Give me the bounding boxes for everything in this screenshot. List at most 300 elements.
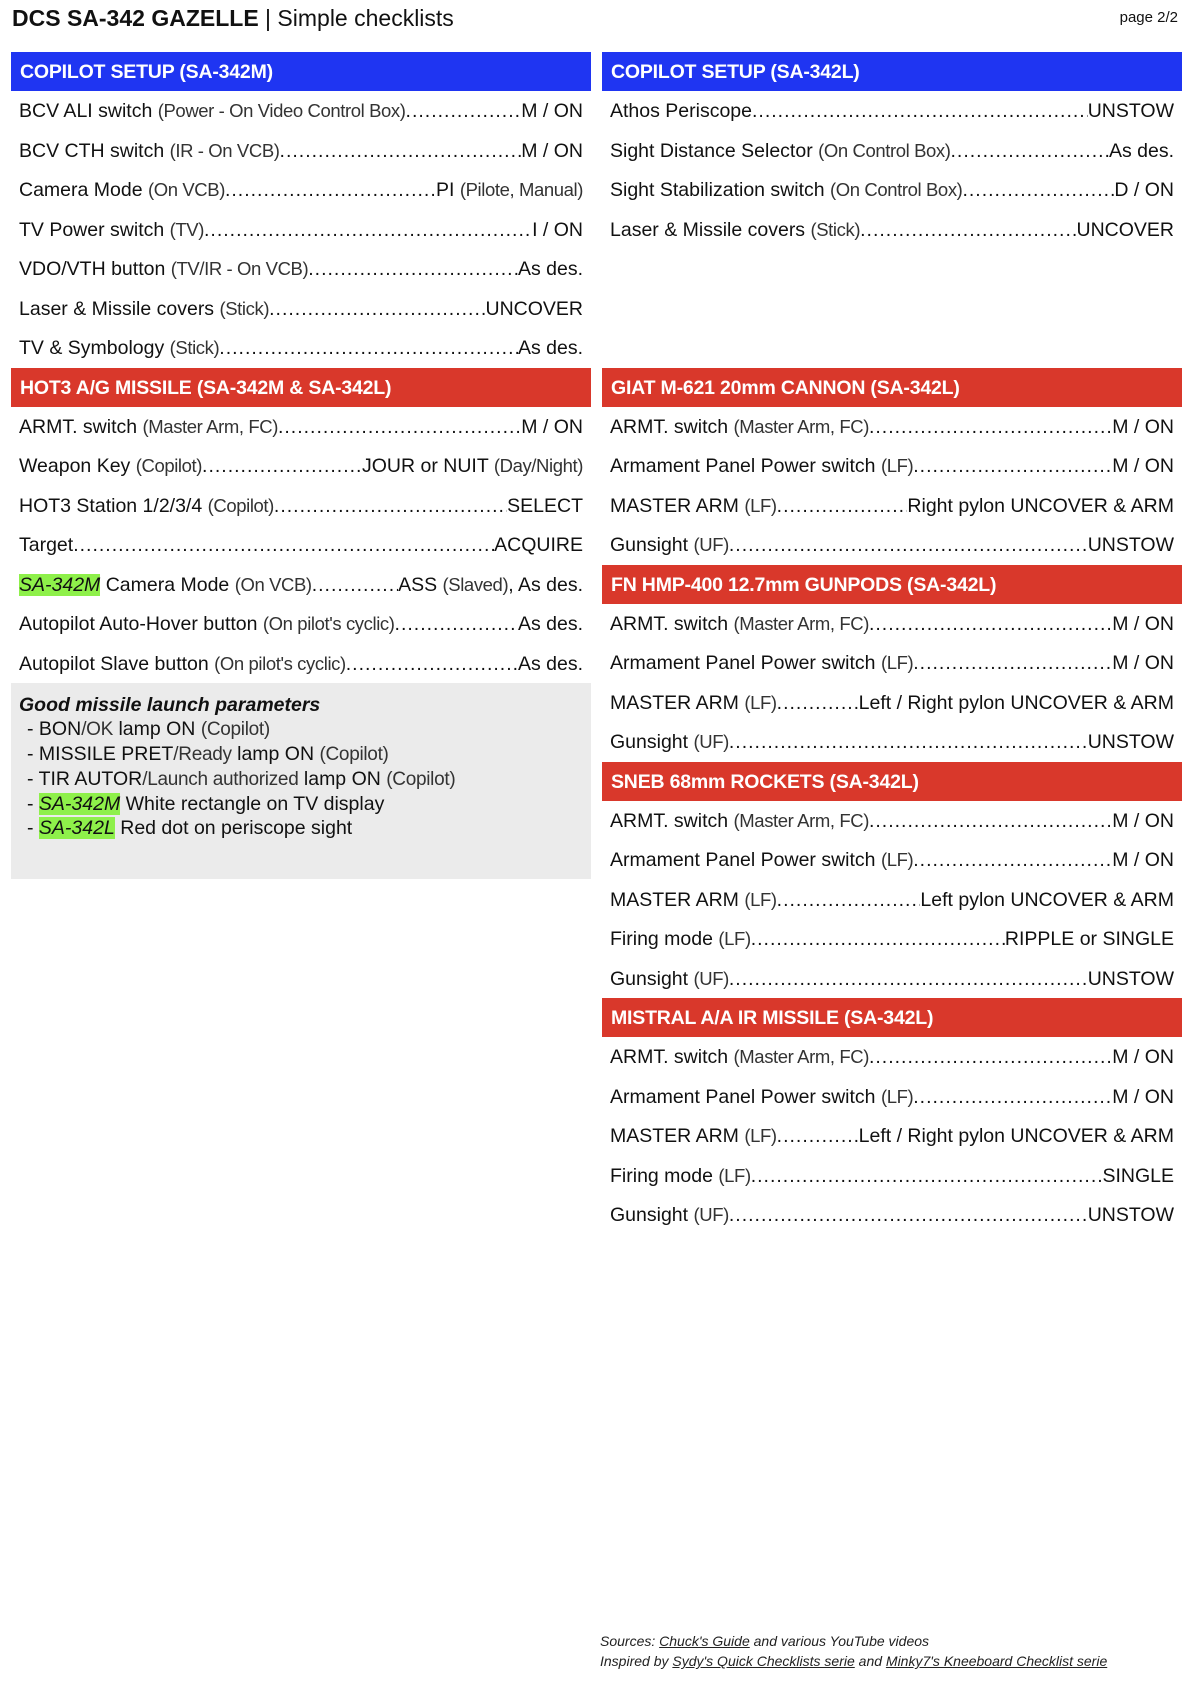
item-label: Firing mode [610,928,713,950]
leader-dots [777,880,921,920]
page-title [12,4,454,32]
spacer [602,289,1182,329]
item-note: (LF) [880,455,914,476]
item-value-group [1076,210,1174,250]
item-label: BCV CTH switch [19,139,165,162]
right-column [602,52,1182,1235]
item-note: (UF) [693,731,729,752]
item-value: M / ON [1112,1046,1174,1068]
section-header-copilot-setup-m: COPILOT SETUP (SA-342M) [11,52,591,91]
leader-dots [274,486,507,526]
item-value: M / ON [1112,455,1174,477]
item-label-group [610,801,869,841]
item-value: RIPPLE or SINGLE [1004,928,1174,950]
item-value: As des. [517,337,583,359]
item-label: Armament Panel Power switch [610,455,876,477]
item-note: (Stick) [219,297,270,319]
item-label-group [19,249,308,289]
leader-dots [869,407,1112,447]
item-note: (Master Arm, FC) [733,1046,869,1067]
item-label-group [610,722,729,762]
item-note: (On Control Box) [830,179,963,200]
checklist-item [11,525,591,565]
item-label-group [610,131,951,171]
item-label-group [610,919,751,959]
item-note: (Copilot) [135,455,203,476]
checklist-item [602,643,1182,683]
section-cannon [602,407,1182,565]
item-label-group [610,1077,913,1117]
section-header-mistral: MISTRAL A/A IR MISSILE (SA-342L) [602,998,1182,1037]
item-value-group [1114,170,1174,210]
item-note: (LF) [744,888,777,910]
param-item [19,792,583,816]
item-value: UNCOVER [485,297,583,320]
param-key: MISSILE PRET [38,743,174,765]
checklist-item [602,525,1182,565]
item-value-group [521,91,583,131]
item-label-group [610,959,729,999]
item-note: (Master Arm, FC) [142,415,278,437]
checklist-item [11,328,591,368]
item-label-group [610,840,913,880]
item-value-group [1112,643,1174,683]
item-value: As des. [517,652,583,675]
item-value: UNSTOW [1087,534,1174,556]
dash: - [27,817,34,839]
leader-dots [729,1195,1088,1235]
item-value-group [1112,840,1174,880]
item-value-group [1112,801,1174,841]
leader-dots [312,565,398,605]
param-key: BON [38,718,82,740]
item-value: JOUR or NUIT [362,455,489,477]
item-label: ARMT. switch [610,612,729,635]
item-note: (LF) [718,928,751,949]
checklist-item [602,1195,1182,1235]
item-note: (Master Arm, FC) [733,612,869,634]
leader-dots [777,486,908,526]
item-value-group [1112,446,1174,486]
item-value-group [518,604,583,644]
item-value: PI [435,179,455,201]
leader-dots [73,525,494,565]
item-value-group [920,880,1174,920]
item-value-group [907,486,1174,526]
item-value: As des. [1108,139,1174,162]
param-text: White rectangle on TV display [125,793,385,815]
section-header-gunpods: FN HMP-400 12.7mm GUNPODS (SA-342L) [602,565,1182,604]
item-label-group [19,170,225,210]
item-value: M / ON [521,415,583,438]
item-note: (Copilot) [207,494,274,516]
item-value: M / ON [1112,652,1174,674]
checklist-item [602,1156,1182,1196]
param-translation: /OK [81,719,114,740]
item-label-group [19,210,204,250]
param-state: lamp ON [118,718,196,740]
item-note: (UF) [693,1204,729,1225]
dash: - [27,743,34,765]
item-label: BCV ALI switch [19,100,153,122]
checklist-item [11,407,591,447]
item-label-group [610,643,913,683]
variant-tag-highlight: SA-342L [38,817,115,839]
item-value: As des. [517,613,583,635]
item-label: ARMT. switch [610,1046,729,1068]
item-label-group [610,1037,869,1077]
item-value: M / ON [1112,612,1174,635]
footer-sources [600,1631,1107,1651]
footer-credits [600,1631,1107,1671]
link-chucks-guide[interactable]: Chuck's Guide [659,1633,750,1649]
checklist-item [602,722,1182,762]
item-label-group [19,604,395,644]
leader-dots [869,801,1112,841]
item-label-group [610,407,869,447]
item-label: Weapon Key [19,455,131,477]
item-value: UNSTOW [1087,1204,1174,1226]
item-value-group [518,249,583,289]
item-label: Gunsight [610,534,689,556]
item-label-group [19,644,346,684]
item-note: (Power - On Video Control Box) [157,100,406,121]
checklist-item [602,604,1182,644]
item-value-group [1109,131,1174,171]
item-value: M / ON [1112,849,1174,871]
item-label-group [610,91,752,131]
item-label-group [610,525,729,565]
leader-dots [962,170,1114,210]
checklist-item [602,170,1182,210]
item-value: M / ON [1112,1085,1174,1108]
checklist-item [602,486,1182,526]
leader-dots [395,604,518,644]
param-state: lamp ON [237,743,315,765]
item-value-group [494,525,583,565]
item-value: ACQUIRE [494,534,583,556]
item-note: (TV/IR - On VCB) [170,258,309,279]
item-label: Autopilot Auto-Hover button [19,613,258,635]
item-value-group [1112,407,1174,447]
item-label-group [19,486,274,526]
leader-dots [204,210,532,250]
checklist-item [11,446,591,486]
item-label: Target [19,534,74,556]
item-note: (LF) [880,652,914,673]
spacer [602,328,1182,368]
item-note: (IR - On VCB) [169,139,280,161]
checklist-item [602,1116,1182,1156]
item-label: Autopilot Slave button [19,652,209,675]
param-translation: /Ready [173,744,232,765]
item-label: Firing mode [610,1164,713,1187]
item-value-group [1088,722,1174,762]
leader-dots [406,91,522,131]
item-label: Sight Distance Selector [610,139,813,162]
section-gunpods [602,604,1182,762]
item-value-group [398,565,583,605]
item-value: I / ON [532,218,583,241]
checklist-item [602,446,1182,486]
checklist-item [602,1037,1182,1077]
item-value: UNSTOW [1087,967,1174,990]
launch-parameters-title: Good missile launch parameters [19,694,321,716]
item-value-group [1005,919,1174,959]
item-label: Laser & Missile covers [610,218,806,241]
leader-dots [729,959,1088,999]
item-label: ARMT. switch [610,809,729,832]
item-label-group [610,446,913,486]
item-label: ARMT. switch [19,415,138,438]
variant-tag-highlight: SA-342M [38,793,121,815]
item-label-group [19,289,269,329]
item-label-group [19,328,219,368]
page-number: page 2/2 [1119,9,1178,26]
checklist-item [602,210,1182,250]
item-label: HOT3 Station 1/2/3/4 [19,494,203,517]
item-value: D / ON [1114,179,1174,201]
item-label: ARMT. switch [610,415,729,438]
item-label: MASTER ARM [610,888,739,911]
leader-dots [202,446,362,486]
item-value: SELECT [507,494,583,517]
param-item [19,742,583,767]
footer-text: and [858,1653,883,1669]
item-value-group [1088,91,1174,131]
item-value: Left / Right pylon UNCOVER & ARM [858,1125,1174,1147]
leader-dots [913,446,1112,486]
leader-dots [913,1077,1112,1117]
param-note: (Copilot) [200,719,270,740]
item-label-group [610,1116,777,1156]
leader-dots [752,91,1088,131]
item-label: Gunsight [610,731,689,753]
checklist-item [602,880,1182,920]
footer-inspired [600,1651,1107,1671]
item-value-group [859,683,1174,723]
dash: - [27,793,34,815]
leader-dots [729,722,1088,762]
item-note: (On Control Box) [818,139,951,161]
item-label: TV Power switch [19,218,165,241]
item-label-group [610,1195,729,1235]
item-value-group [1102,1156,1174,1196]
item-label-group [610,604,869,644]
item-label: Armament Panel Power switch [610,1085,876,1108]
leader-dots [751,1156,1103,1196]
param-item [19,767,583,792]
item-label-group [19,446,202,486]
item-note: (LF) [744,691,777,713]
item-label: MASTER ARM [610,1125,739,1147]
variant-tag-highlight: SA-342M [19,573,101,596]
item-note: (On VCB) [234,573,312,595]
item-label: Laser & Missile covers [19,297,215,320]
item-note: (LF) [880,849,914,870]
checklist-item [602,801,1182,841]
leader-dots [777,1116,859,1156]
section-header-cannon: GIAT M-621 20mm CANNON (SA-342L) [602,368,1182,407]
left-column [11,52,591,879]
checklist-item [11,604,591,644]
checklist-item [602,407,1182,447]
spacer [602,249,1182,289]
checklist-item [11,210,591,250]
item-value-group [485,289,583,329]
item-value-group [518,328,583,368]
item-label: Gunsight [610,967,689,990]
link-minky7-checklist[interactable]: Minky7's Kneeboard Checklist serie [885,1653,1108,1669]
checklist-item [11,565,591,605]
checklist-item [11,644,591,684]
item-label-group [610,1156,751,1196]
item-label-group [19,565,312,605]
section-header-rockets: SNEB 68mm ROCKETS (SA-342L) [602,762,1182,801]
leader-dots [729,525,1088,565]
param-note: (Copilot) [386,769,456,790]
leader-dots [308,249,518,289]
checklist-item [602,959,1182,999]
leader-dots [346,644,518,684]
leader-dots [280,131,522,171]
section-copilot-setup-l [602,91,1182,249]
item-label-group [610,486,777,526]
item-label-group [610,880,777,920]
item-note: (LF) [744,494,777,516]
item-value: Left pylon UNCOVER & ARM [920,888,1174,911]
item-value: M / ON [521,100,583,122]
item-label-group [19,131,280,171]
item-value-group [1088,959,1174,999]
section-rockets [602,801,1182,999]
item-value: UNCOVER [1076,218,1174,241]
item-value-tail: , As des. [508,573,583,596]
item-label: Armament Panel Power switch [610,849,876,871]
item-label: Gunsight [610,1204,689,1226]
section-header-hot3: HOT3 A/G MISSILE (SA-342M & SA-342L) [11,368,591,407]
checklist-item [11,170,591,210]
leader-dots [278,407,521,447]
item-value-group [1088,1195,1174,1235]
item-label: Sight Stabilization switch [610,179,825,201]
item-label-group [19,525,73,565]
item-value-group [1112,1037,1174,1077]
item-note: (On VCB) [147,179,225,200]
dash: - [27,768,34,790]
checklist-item [11,486,591,526]
item-label: MASTER ARM [610,494,739,517]
item-note: (Master Arm, FC) [733,809,869,831]
param-item [19,816,583,840]
param-item [19,717,583,742]
item-value: Left / Right pylon UNCOVER & ARM [858,691,1174,714]
launch-parameters-box [11,683,591,879]
footer-text: Sources: [600,1633,656,1649]
item-note: (Stick) [810,218,861,240]
leader-dots [913,840,1112,880]
item-value: UNSTOW [1087,731,1174,753]
checklist-item [602,1077,1182,1117]
item-label: Athos Periscope [610,100,752,122]
item-note: (Stick) [169,337,220,358]
item-label: TV & Symbology [19,337,165,359]
checklist-item [11,249,591,289]
item-value-note: (Day/Night) [493,455,583,476]
item-note: (LF) [718,1164,751,1186]
title-separator: | [265,5,272,31]
dash: - [27,718,34,740]
checklist-item [602,919,1182,959]
item-label: MASTER ARM [610,691,739,714]
item-note: (Master Arm, FC) [733,415,869,437]
item-value-note: (Slaved) [442,573,509,595]
item-note: (On pilot's cyclic) [214,652,346,674]
checklist-item [11,91,591,131]
link-sydy-checklists[interactable]: Sydy's Quick Checklists serie [672,1653,855,1669]
footer-text: Inspired by [600,1653,669,1669]
checklist-item [602,840,1182,880]
item-value-group [1112,1077,1174,1117]
checklist-item [11,131,591,171]
leader-dots [777,683,859,723]
param-note: (Copilot) [319,744,389,765]
leader-dots [869,604,1112,644]
checklist-item [602,131,1182,171]
item-label-group [610,210,860,250]
item-label: VDO/VTH button [19,258,166,280]
item-value-group [362,446,583,486]
item-label-group [19,407,278,447]
item-note: (TV) [169,218,204,240]
item-value-group [1088,525,1174,565]
section-hot3 [11,407,591,684]
item-value: Right pylon UNCOVER & ARM [907,494,1174,517]
checklist-item [602,683,1182,723]
item-value-group [436,170,583,210]
title-subtitle: Simple checklists [277,5,454,31]
param-state: lamp ON [303,768,381,790]
leader-dots [913,643,1112,683]
item-value: M / ON [1112,809,1174,832]
leader-dots [219,328,518,368]
item-note: (On pilot's cyclic) [262,613,395,634]
item-value-group [518,644,583,684]
leader-dots [869,1037,1112,1077]
item-label: Camera Mode [105,573,230,596]
item-note: (UF) [693,967,729,989]
leader-dots [860,210,1076,250]
item-value-group [521,131,583,171]
item-value-note: (Pilote, Manual) [459,179,583,200]
item-value: M / ON [1112,415,1174,438]
item-label-group [610,170,962,210]
leader-dots [225,170,436,210]
item-value: M / ON [521,139,583,162]
item-value-group [1112,604,1174,644]
item-value: SINGLE [1102,1164,1174,1187]
item-value: ASS [398,573,438,596]
param-key: TIR AUTOR [38,768,143,790]
item-note: (UF) [693,534,729,555]
footer-text: and various YouTube videos [753,1633,930,1649]
param-translation: /Launch authorized [142,769,299,790]
item-label-group [610,683,777,723]
section-header-copilot-setup-l: COPILOT SETUP (SA-342L) [602,52,1182,91]
leader-dots [951,131,1109,171]
item-note: (LF) [880,1085,914,1107]
param-text: Red dot on periscope sight [120,817,353,839]
